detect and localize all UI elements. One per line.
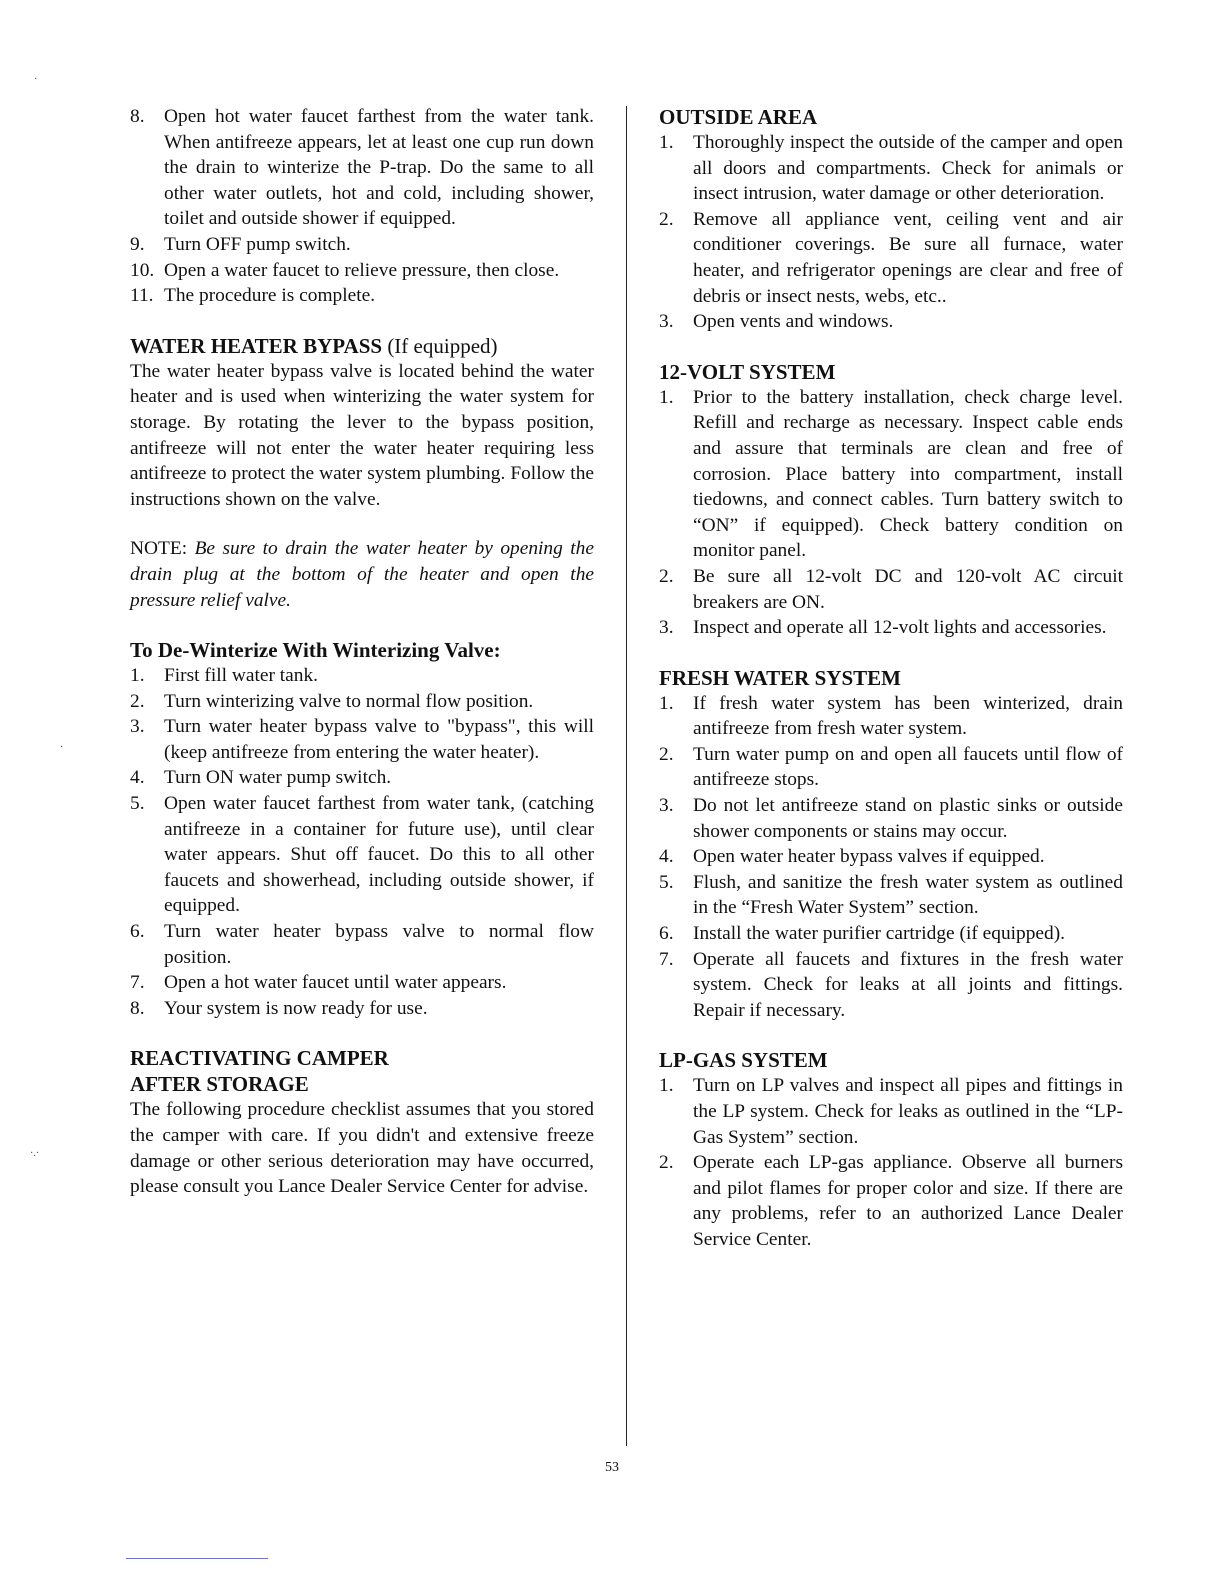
winterize-list-continued (130, 104, 594, 309)
list-item: 2. Turn winterizing valve to normal flow position. (130, 690, 534, 712)
list-item: 7. Operate all faucets and fixtures in the fresh water system. Check for leaks at all joints and fittings. Repair if necessary. (659, 948, 1123, 1021)
fresh-water-heading: FRESH WATER SYSTEM (659, 665, 901, 690)
dewinterize-heading: To De-Winterize With Winterizing Valve: (130, 638, 501, 663)
right-column (659, 104, 1123, 1253)
reactivating-body: The following procedure checklist assumes that you stored the camper with care. If you didn't and extensive freeze damage or other serious deterioration may have occurred, please consult you Lance Dealer Service Center for advise. (130, 1099, 594, 1198)
list-item: 1. If fresh water system has been winterized, drain antifreeze from fresh water system. (659, 692, 1123, 740)
scan-speck: · (34, 74, 38, 85)
list-item: 3. Do not let antifreeze stand on plastic sinks or outside shower components or stains may occur. (659, 795, 1123, 842)
12-volt-list (659, 385, 1123, 641)
list-item: 5. Open water faucet farthest from water tank, (catching antifreeze in a container for future use), until clear water appears. Shut off faucet. Do this to all other faucets and showerhead, including outside shower, if equipped. (130, 793, 594, 917)
list-item: 1. Prior to the battery installation, check charge level. Refill and recharge as necessary. Inspect cable ends and assure that terminals are clean and free of corrosion. Place battery into compartment, install tiedowns, and connect cables. Turn battery switch to “ON” if equipped). Check battery condition on monitor panel. (659, 386, 1123, 562)
fresh-water-list (659, 691, 1123, 1024)
list-item: 5. Flush, and sanitize the fresh water system as outlined in the “Fresh Water System” section. (659, 871, 1123, 919)
list-item: 3. Inspect and operate all 12-volt lights and accessories. (659, 617, 1107, 639)
list-item: 4. Open water heater bypass valves if equipped. (659, 846, 1045, 868)
footer-rule (126, 1558, 268, 1559)
list-item: 9. Turn OFF pump switch. (130, 233, 351, 255)
reactivating-heading: REACTIVATING CAMPER AFTER STORAGE (130, 1046, 389, 1097)
column-divider (626, 106, 627, 1446)
bypass-body: The water heater bypass valve is located behind the water heater and is used when winterizing the water system for storage. By rotating the lever to the bypass position, antifreeze will not enter the water heater requiring less antifreeze to protect the water system plumbing. Follow the instructions shown on the valve. (130, 360, 594, 510)
lp-gas-list (659, 1073, 1123, 1252)
list-item: 10. Open a water faucet to relieve pressure, then close. (130, 259, 560, 281)
left-column (130, 104, 594, 1200)
list-item: 11. The procedure is complete. (130, 285, 376, 307)
bypass-note (130, 536, 594, 613)
list-item: 6. Install the water purifier cartridge (if equipped). (659, 923, 1066, 945)
page-number: 53 (605, 1460, 619, 1475)
list-item: 2. Be sure all 12-volt DC and 120-volt AC circuit breakers are ON. (659, 565, 1123, 613)
lp-gas-heading: LP-GAS SYSTEM (659, 1048, 828, 1073)
list-item: 8. Open hot water faucet farthest from the water tank. When antifreeze appears, let at least one cup run down the drain to winterize the P-trap. Do the same to all other water outlets, hot and cold, including shower, toilet and outside shower if equipped. (130, 106, 594, 230)
list-item: 2. Turn water pump on and open all faucets until flow of antifreeze stops. (659, 743, 1123, 791)
list-item: 7. Open a hot water faucet until water appears. (130, 972, 507, 994)
list-item: 1. Thoroughly inspect the outside of the camper and open all doors and compartments. Check for animals or insect intrusion, water damage or other deterioration. (659, 132, 1123, 205)
list-item: 2. Operate each LP-gas appliance. Observe all burners and pilot flames for proper color and size. If there are any problems, refer to an authorized Lance Dealer Service Center. (659, 1152, 1123, 1250)
dewinterize-list (130, 663, 594, 1021)
note-label: NOTE: (130, 538, 188, 560)
12-volt-heading: 12-VOLT SYSTEM (659, 359, 836, 384)
water-heater-bypass-heading: WATER HEATER BYPASS (If equipped) (130, 333, 498, 358)
list-item: 2. Remove all appliance vent, ceiling vent and air conditioner coverings. Be sure all furnace, water heater, and refrigerator openings are clear and free of debris or insect nests, webs, etc.. (659, 208, 1123, 307)
list-item: 6. Turn water heater bypass valve to normal flow position. (130, 921, 594, 968)
list-item: 1. Turn on LP valves and inspect all pipes and fittings in the LP system. Check for leaks as outlined in the “LP-Gas System” section. (659, 1075, 1123, 1148)
outside-area-list (659, 130, 1123, 335)
list-item: 1. First fill water tank. (130, 665, 319, 687)
heading-suffix: (If equipped) (387, 333, 498, 358)
note-text: Be sure to drain the water heater by opening the drain plug at the bottom of the heater and open the pressure relief valve. (130, 538, 594, 611)
list-item: 8. Your system is now ready for use. (130, 997, 428, 1019)
list-item: 3. Turn water heater bypass valve to "bypass", this will (keep antifreeze from entering the water heater). (130, 716, 594, 763)
list-item: 3. Open vents and windows. (659, 311, 894, 333)
scan-speck: ·.· (30, 1148, 40, 1159)
outside-area-heading: OUTSIDE AREA (659, 105, 818, 129)
list-item: 4. Turn ON water pump switch. (130, 767, 392, 789)
scan-speck: · (60, 742, 64, 753)
